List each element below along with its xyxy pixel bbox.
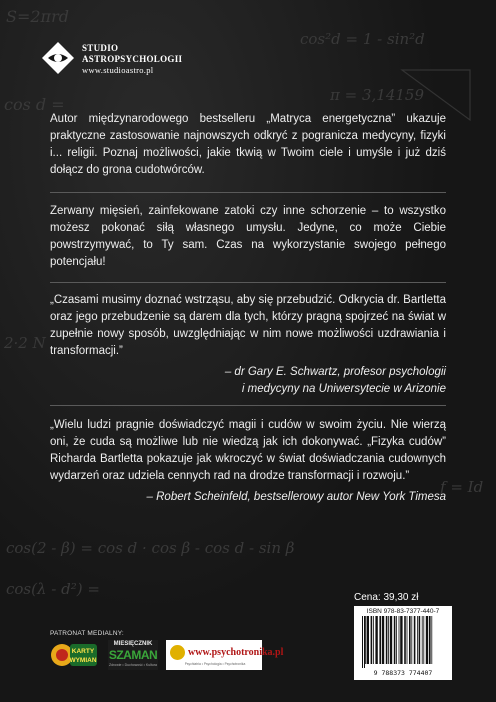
divider — [50, 192, 446, 193]
barcode — [354, 606, 452, 680]
barcode-bar — [396, 616, 397, 664]
chalk-formula: π = 3,14159 — [330, 86, 424, 104]
barcode-bar — [404, 616, 406, 664]
chalk-formula: 2·2 N — [4, 334, 46, 352]
chalk-formula: S=2πrd — [6, 7, 69, 26]
publisher-logo — [40, 40, 210, 80]
barcode-bar — [431, 616, 432, 664]
barcode-bar — [382, 616, 384, 664]
media-patronage-label: PATRONAT MEDIALNY: — [50, 630, 124, 637]
barcode-bar — [388, 616, 389, 664]
logo-text: www.psychotronika.pl — [188, 647, 284, 658]
chalk-formula: cos(2 - β) = cos d · cos β - cos d - sin β — [6, 539, 295, 557]
barcode-bar — [429, 616, 431, 664]
barcode-bars — [360, 616, 446, 668]
chalk-formula: cos d = — [4, 95, 65, 114]
svg-text:WYMIAN: WYMIAN — [69, 657, 97, 664]
barcode-bar — [362, 616, 363, 668]
barcode-bar — [400, 616, 402, 664]
price-label: Cena: 39,30 zł — [354, 592, 419, 603]
chalk-formula: cos(λ - d²) = — [6, 580, 100, 598]
quote-author: i medycyny na Uniwersytecie w Arizonie — [241, 383, 446, 395]
barcode-bar — [375, 616, 377, 664]
logo-text: Zdrowie • Duchowość • Kultura — [109, 663, 157, 667]
barcode-number: 9 788373 774407 — [373, 669, 433, 677]
publisher-url: www.studioastro.pl — [82, 65, 154, 75]
chalk-formula: f = Id — [440, 478, 484, 496]
quote-author: – dr Gary E. Schwartz, profesor psychologii — [224, 366, 446, 378]
quote-text: „Wielu ludzi pragnie doświadczyć magii i cudów w swoim życiu. Nie wierzą oni, że cuda są możliwe lub nie wiedzą jak ich dokonywać. „Fizyka cudów” Richarda Bartletta pokazuje jak wkroczyć w świat doświadczania cudownych wydarzeń oraz udziela cennych rad na drodze transformacji i rozwoju.” — [50, 419, 446, 482]
chalk-formula: cos²d = 1 - sin²d — [300, 30, 425, 48]
barcode-bar — [394, 616, 396, 664]
quote-text: „Czasami musimy doznać wstrząsu, aby się przebudzić. Odkrycia dr. Bartletta oraz jego przebudzenie są darem dla tych, którzy pragną spojrzeć na świat w zupełnie nowy sposób, uwzględniając w nim nowe możliwości uzdrawiania i transformacji.” — [50, 294, 446, 357]
media-logo-szaman — [108, 640, 158, 670]
quote-author: – Robert Scheinfeld, bestsellerowy autor New York Timesa — [146, 491, 446, 503]
logo-text: Psychiatria • Psychologia • Psychotronika — [184, 662, 246, 666]
isbn-text: ISBN 978-83-7377-440-7 — [366, 608, 440, 615]
description-paragraph-1 — [50, 111, 446, 179]
logo-text: MIESIĘCZNIK — [113, 641, 153, 647]
barcode-bar — [379, 616, 381, 664]
publisher-emblem-icon — [40, 40, 76, 76]
svg-text:KARTY: KARTY — [71, 648, 95, 655]
barcode-bar — [407, 616, 408, 664]
paragraph-text: Autor międzynarodowego bestselleru „Matryca energetyczna” ukazuje praktyczne zastosowanie najnowszych odkryć z pogranicza medycyny, fizyki i... religii. Poznaj możliwości, jakie tkwią w Twoim ciele i umyśle i już dziś dołącz do grona cudotwórców. — [50, 113, 446, 176]
media-logo-psychotronika — [166, 640, 284, 670]
psychotronika-icon — [170, 645, 185, 660]
barcode-bar — [371, 616, 373, 664]
publisher-name-line2: ASTROPSYCHOLOGII — [82, 54, 183, 64]
paragraph-text: Zerwany mięsień, zainfekowane zatoki czy inne schorzenie – to wszystko możesz pokonać siłą własnego umysłu. Jedyne, co może Ciebie powstrzymywać, to Ty sam. Czas na wykorzystanie swojego pełnego potencjału! — [50, 205, 446, 268]
barcode-bar — [386, 616, 388, 664]
barcode-bar — [417, 616, 418, 664]
publisher-name — [82, 43, 182, 76]
quote-block-2 — [50, 417, 446, 506]
barcode-bar — [364, 616, 365, 668]
barcode-bar — [414, 616, 416, 664]
barcode-bar — [399, 616, 400, 664]
barcode-bar — [409, 616, 411, 664]
divider — [50, 282, 446, 283]
barcode-bar — [422, 616, 423, 664]
barcode-bar — [426, 616, 428, 664]
barcode-bar — [367, 616, 369, 664]
quote-block-1 — [50, 292, 446, 398]
divider — [50, 405, 446, 406]
publisher-name-line1: STUDIO — [82, 43, 119, 53]
barcode-bar — [423, 616, 424, 664]
barcode-bar — [373, 616, 374, 664]
barcode-bar — [365, 616, 366, 664]
media-logo-karty-wymian — [50, 640, 98, 670]
logo-text: SZAMAN — [108, 648, 158, 662]
barcode-bar — [390, 616, 392, 664]
barcode-bar — [411, 616, 412, 664]
description-paragraph-2 — [50, 203, 446, 271]
barcode-bar — [419, 616, 421, 664]
